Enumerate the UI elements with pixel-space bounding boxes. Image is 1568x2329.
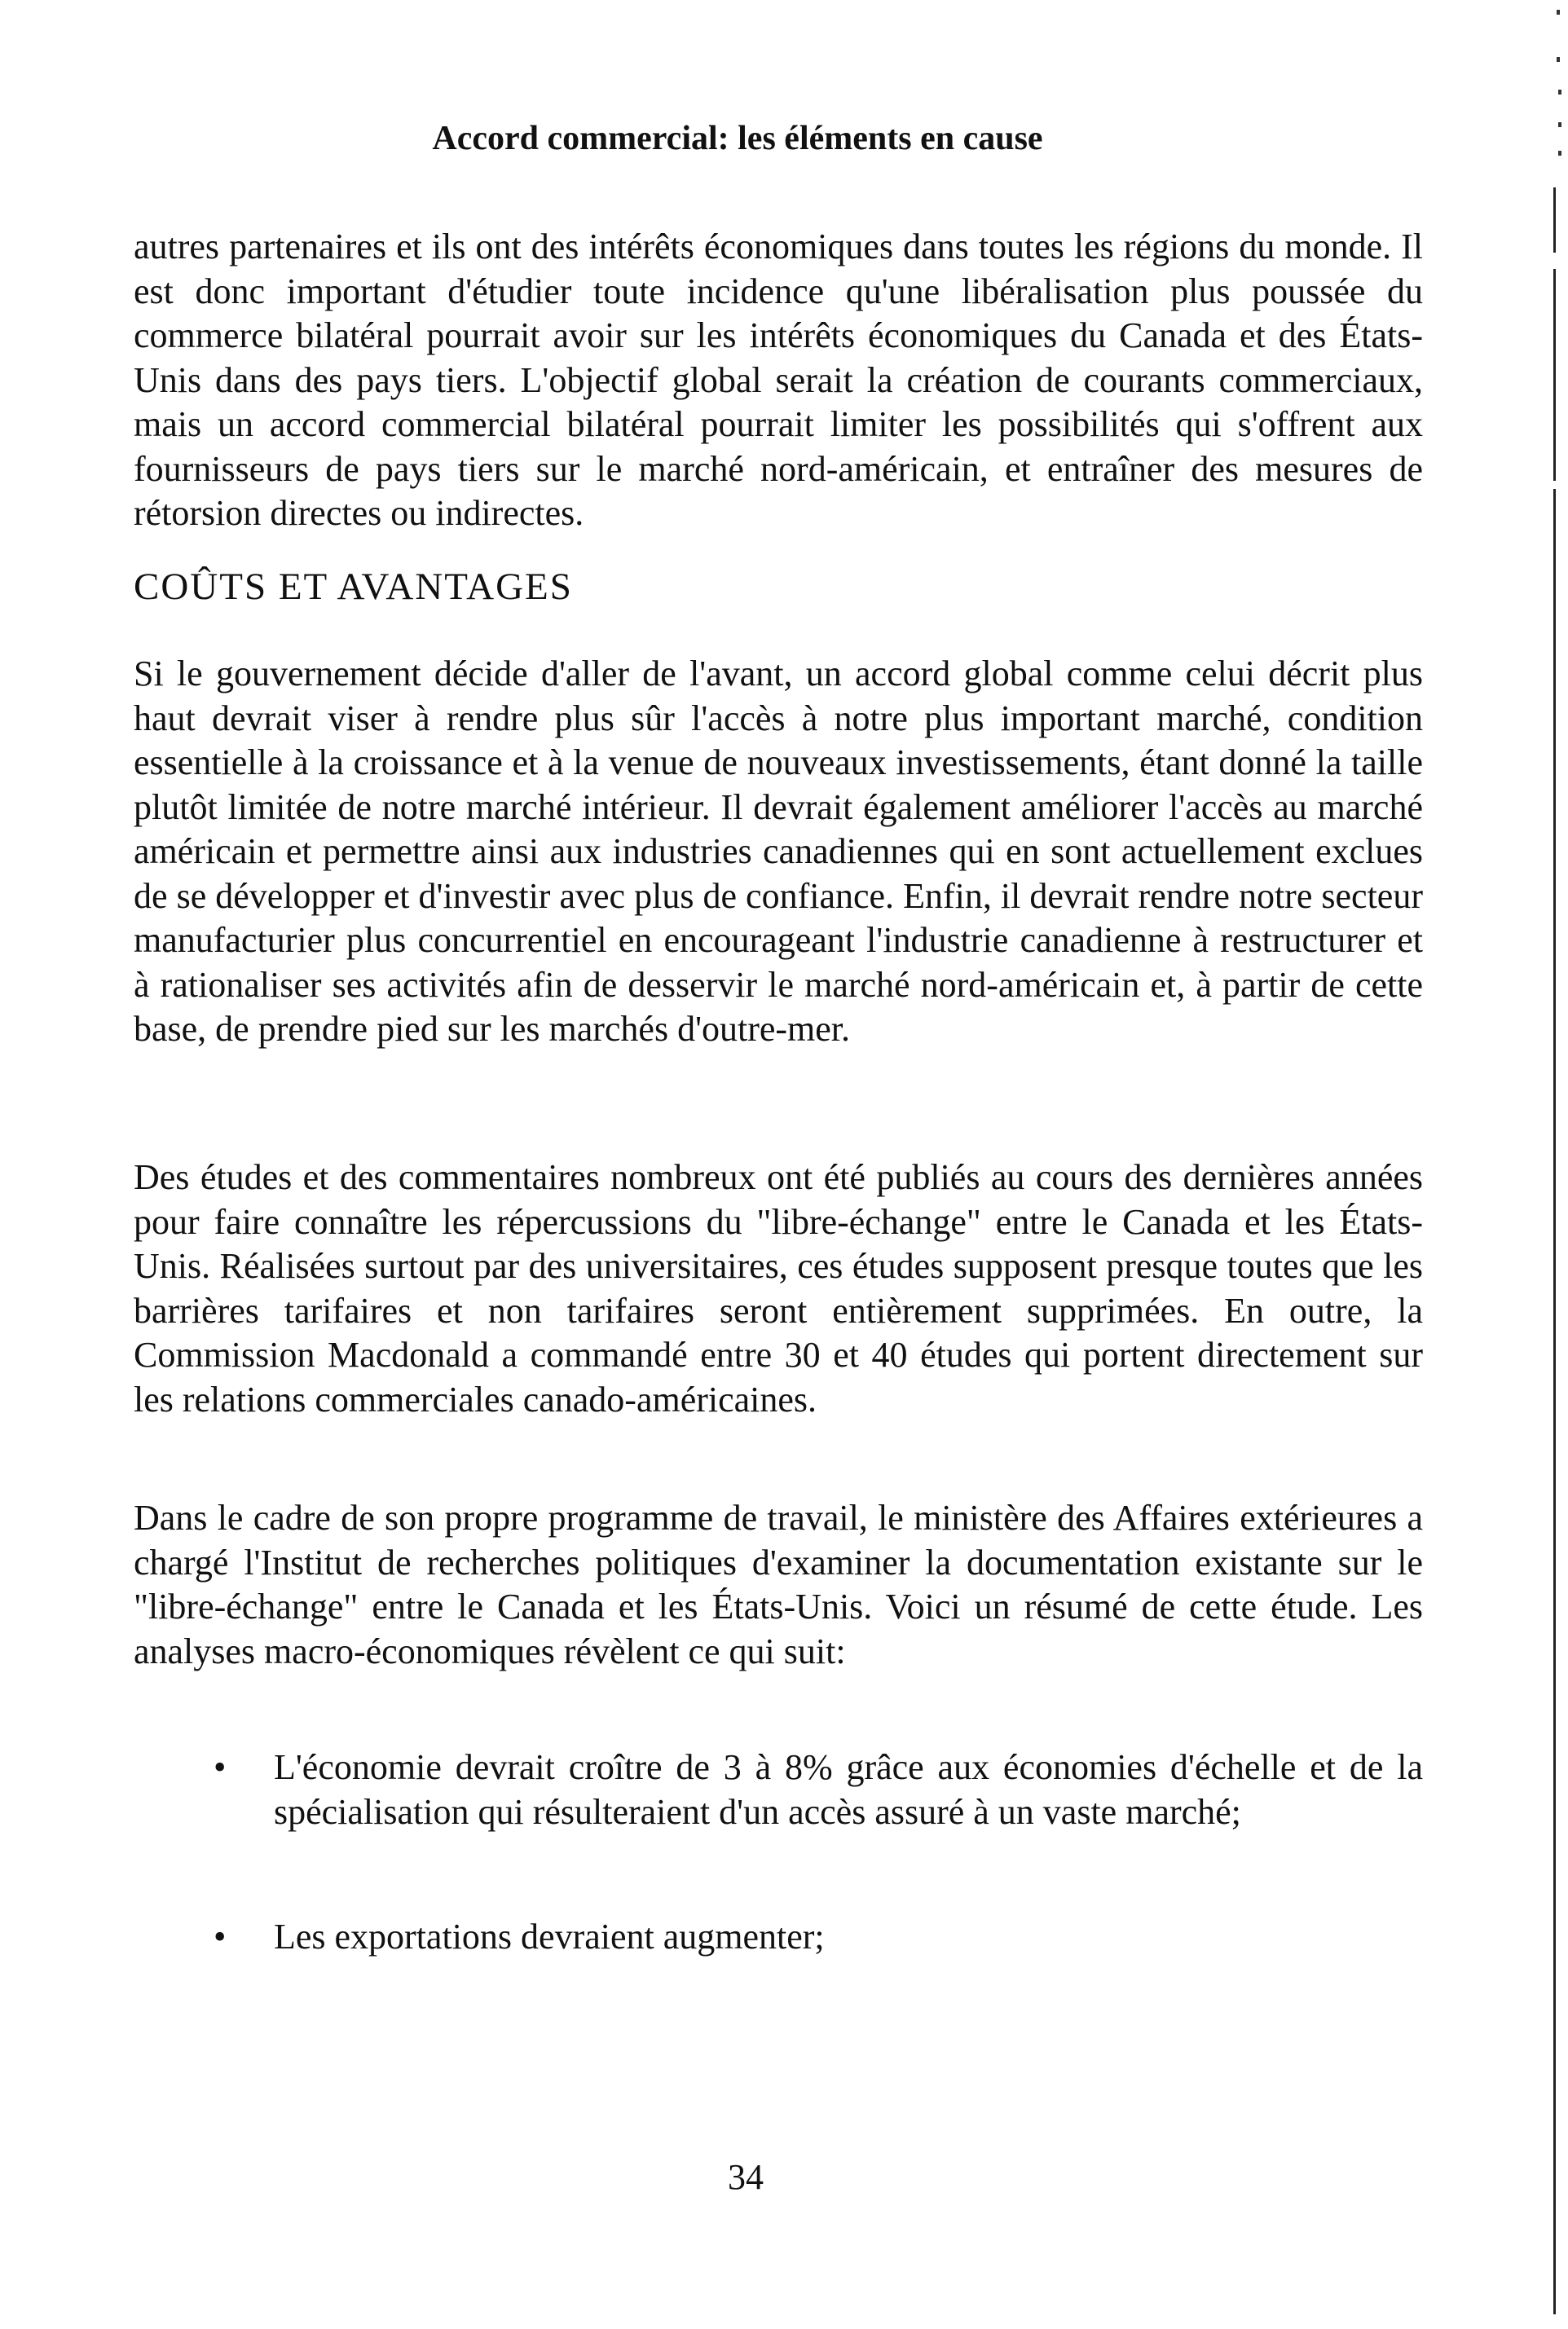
- scan-edge-dot: [1557, 10, 1560, 15]
- list-item-text: L'économie devrait croître de 3 à 8% grâce aux économies d'échelle et de la spécialisation qui résulteraient d'un accès assuré à un vaste marché;: [274, 1747, 1423, 1832]
- paragraph-continuation: autres partenaires et ils ont des intérêts économiques dans toutes les régions du monde. Il est donc important d'étudier toute incidence qu'une libéralisation plus poussée du commerce bilatéral pourrait avoir sur les intérêts économiques du Canada et des États-Unis dans des pays tiers. L'objectif global serait la création de courants commerciaux, mais un accord commercial bilatéral pourrait limiter les possibilités qui s'offrent aux fournisseurs de pays tiers sur le marché nord-américain, et entraîner des mesures de rétorsion directes ou indirectes.: [134, 227, 1423, 533]
- scan-edge-line: [1553, 187, 1556, 253]
- scan-edge-dot: [1558, 90, 1561, 95]
- scan-edge-dot: [1557, 57, 1560, 62]
- paragraph-program: Dans le cadre de son propre programme de travail, le ministère des Affaires extérieures a chargé l'Institut de recherches politiques d'examiner la documentation existante sur le "libre-échange" entre le Canada et les États-Unis. Voici un résumé de cette étude. Les analyses macro-économiques révèlent ce qui suit:: [134, 1498, 1423, 1671]
- section-heading: COÛTS ET AVANTAGES: [134, 566, 573, 608]
- scan-edge-line: [1553, 489, 1556, 2314]
- scan-edge-dot: [1558, 122, 1561, 127]
- scan-edge-dot: [1558, 151, 1561, 156]
- page-number: 34: [728, 2157, 764, 2197]
- scan-edge-line: [1553, 269, 1556, 481]
- paragraph-costs-benefits: Si le gouvernement décide d'aller de l'avant, un accord global comme celui décrit plus haut devrait viser à rendre plus sûr l'accès à notre plus important marché, condition essentielle à la croissance et à la venue de nouveaux investissements, étant donné la taille plutôt limitée de notre marché intérieur. Il devrait également améliorer l'accès au marché américain et permettre ainsi aux industries canadiennes qui en sont actuellement exclues de se développer et d'investir avec plus de confiance. Enfin, il devrait rendre notre secteur manufacturier plus concurrentiel en encourageant l'industrie canadienne à restructurer et à rationaliser ses activités afin de desservir le marché nord-américain et, à partir de cette base, de prendre pied sur les marchés d'outre-mer.: [134, 654, 1423, 1049]
- running-header: Accord commercial: les éléments en cause: [432, 120, 1043, 157]
- bullet-icon: •: [214, 1747, 227, 1787]
- bullet-icon: •: [214, 1917, 227, 1957]
- paragraph-studies: Des études et des commentaires nombreux ont été publiés au cours des dernières années pour faire connaître les répercussions du "libre-échange" entre le Canada et les États-Unis. Réalisées surtout par des universitaires, ces études supposent presque toutes que les barrières tarifaires et non tarifaires seront entièrement supprimées. En outre, la Commission Macdonald a commandé entre 30 et 40 études qui portent directement sur les relations commerciales canado-américaines.: [134, 1157, 1423, 1420]
- list-item-text: Les exportations devraient augmenter;: [274, 1917, 825, 1957]
